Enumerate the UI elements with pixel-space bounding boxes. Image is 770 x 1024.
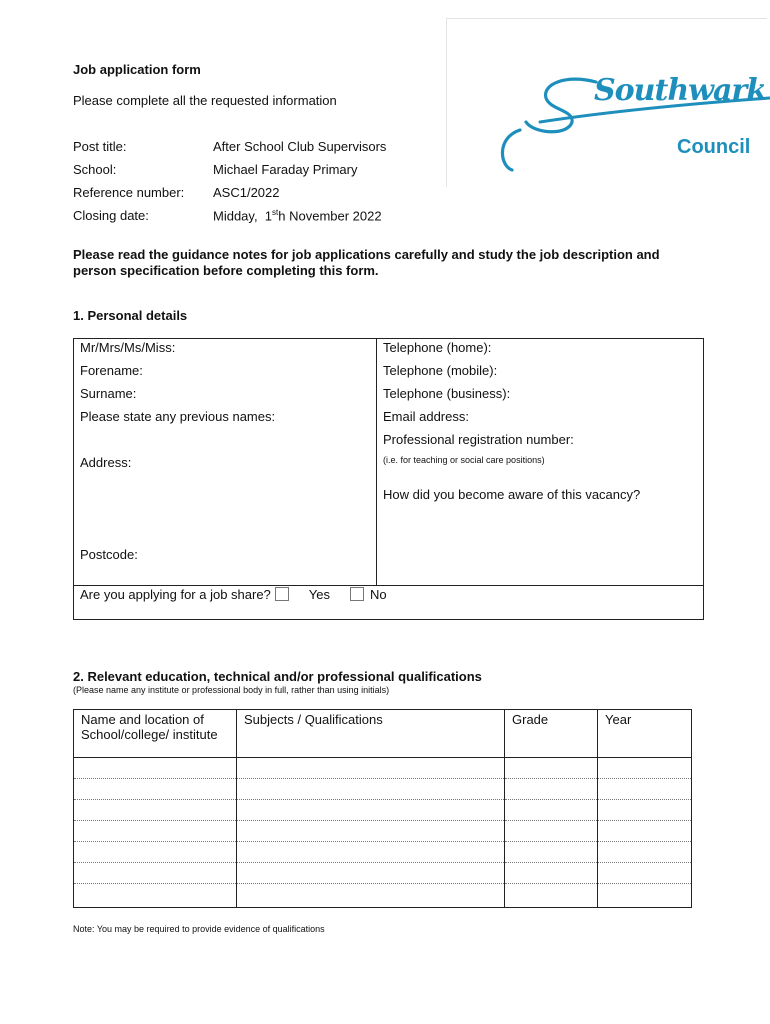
vacancy-source-field-label[interactable]: How did you become aware of this vacancy? (383, 487, 641, 502)
table-cell[interactable] (505, 758, 598, 779)
table-row (74, 863, 692, 884)
table-cell[interactable] (598, 758, 692, 779)
address-field-label[interactable]: Address: (80, 455, 132, 470)
closing-date-value: Midday, 1sth November 2022 (213, 208, 382, 224)
job-share-question: Are you applying for a job share? (80, 587, 271, 602)
job-share-yes-checkbox[interactable] (275, 587, 289, 601)
closing-date-label: Closing date: (73, 208, 149, 223)
personal-details-table (73, 338, 704, 620)
job-share-no-label: No (370, 587, 387, 602)
qualifications-subheading: (Please name any institute or professional body in full, rather than using initials) (73, 685, 390, 695)
table-row (74, 884, 692, 908)
table-cell[interactable] (237, 800, 505, 821)
post-title-value: After School Club Supervisors (213, 139, 387, 154)
forename-field-label[interactable]: Forename: (80, 363, 143, 378)
previous-names-field-label[interactable]: Please state any previous names: (80, 409, 276, 424)
form-subtitle: Please complete all the requested information (73, 93, 337, 108)
professional-registration-field-label[interactable]: Professional registration number: (383, 432, 574, 447)
qualifications-heading: 2. Relevant education, technical and/or professional qualifications (73, 669, 482, 684)
reference-number-label: Reference number: (73, 185, 185, 200)
table-cell[interactable] (74, 800, 237, 821)
table-cell[interactable] (74, 821, 237, 842)
table-row (74, 758, 692, 779)
form-title: Job application form (73, 62, 201, 77)
column-header-year: Year (598, 710, 692, 758)
southwark-council-logo (446, 18, 770, 188)
table-cell[interactable] (74, 779, 237, 800)
telephone-mobile-field-label[interactable]: Telephone (mobile): (383, 363, 498, 378)
table-row (74, 779, 692, 800)
table-cell[interactable] (505, 821, 598, 842)
telephone-home-field-label[interactable]: Telephone (home): (383, 340, 492, 355)
table-cell[interactable] (505, 884, 598, 908)
column-header-institute: Name and location of School/college/ institute (74, 710, 237, 758)
logo-council-text: Council (677, 136, 751, 158)
table-cell[interactable] (237, 758, 505, 779)
guidance-note: Please read the guidance notes for job applications carefully and study the job description and person specification before completing this form. (73, 247, 660, 278)
table-row (74, 842, 692, 863)
table-cell[interactable] (598, 800, 692, 821)
reference-number-value: ASC1/2022 (213, 185, 280, 200)
table-cell[interactable] (598, 779, 692, 800)
table-cell[interactable] (598, 821, 692, 842)
telephone-business-field-label[interactable]: Telephone (business): (383, 386, 511, 401)
table-cell[interactable] (237, 821, 505, 842)
column-header-grade: Grade (505, 710, 598, 758)
table-row (74, 821, 692, 842)
table-cell[interactable] (237, 863, 505, 884)
table-cell[interactable] (505, 779, 598, 800)
personal-details-heading: 1. Personal details (73, 308, 188, 323)
table-cell[interactable] (598, 842, 692, 863)
table-cell[interactable] (237, 779, 505, 800)
table-cell[interactable] (505, 863, 598, 884)
table-cell[interactable] (598, 863, 692, 884)
post-title-label: Post title: (73, 139, 127, 154)
table-cell[interactable] (74, 758, 237, 779)
qualifications-table (73, 709, 692, 908)
postcode-field-label[interactable]: Postcode: (80, 547, 138, 562)
job-share-yes-label: Yes (308, 587, 331, 602)
table-cell[interactable] (74, 842, 237, 863)
table-cell[interactable] (237, 884, 505, 908)
email-field-label[interactable]: Email address: (383, 409, 469, 424)
qualifications-header-row (74, 710, 692, 758)
column-header-subjects: Subjects / Qualifications (237, 710, 505, 758)
table-cell[interactable] (237, 842, 505, 863)
logo-script-text: Southwark (594, 73, 767, 108)
professional-registration-note: (i.e. for teaching or social care positions) (383, 455, 545, 465)
job-share-no-checkbox[interactable] (350, 587, 364, 601)
school-label: School: (73, 162, 117, 177)
table-row (74, 800, 692, 821)
qualifications-note: Note: You may be required to provide evidence of qualifications (73, 924, 325, 934)
table-cell[interactable] (598, 884, 692, 908)
table-cell[interactable] (74, 884, 237, 908)
title-field-label[interactable]: Mr/Mrs/Ms/Miss: (80, 340, 176, 355)
surname-field-label[interactable]: Surname: (80, 386, 137, 401)
job-share-row (80, 587, 387, 602)
table-cell[interactable] (505, 842, 598, 863)
table-cell[interactable] (74, 863, 237, 884)
table-cell[interactable] (505, 800, 598, 821)
school-value: Michael Faraday Primary (213, 162, 358, 177)
